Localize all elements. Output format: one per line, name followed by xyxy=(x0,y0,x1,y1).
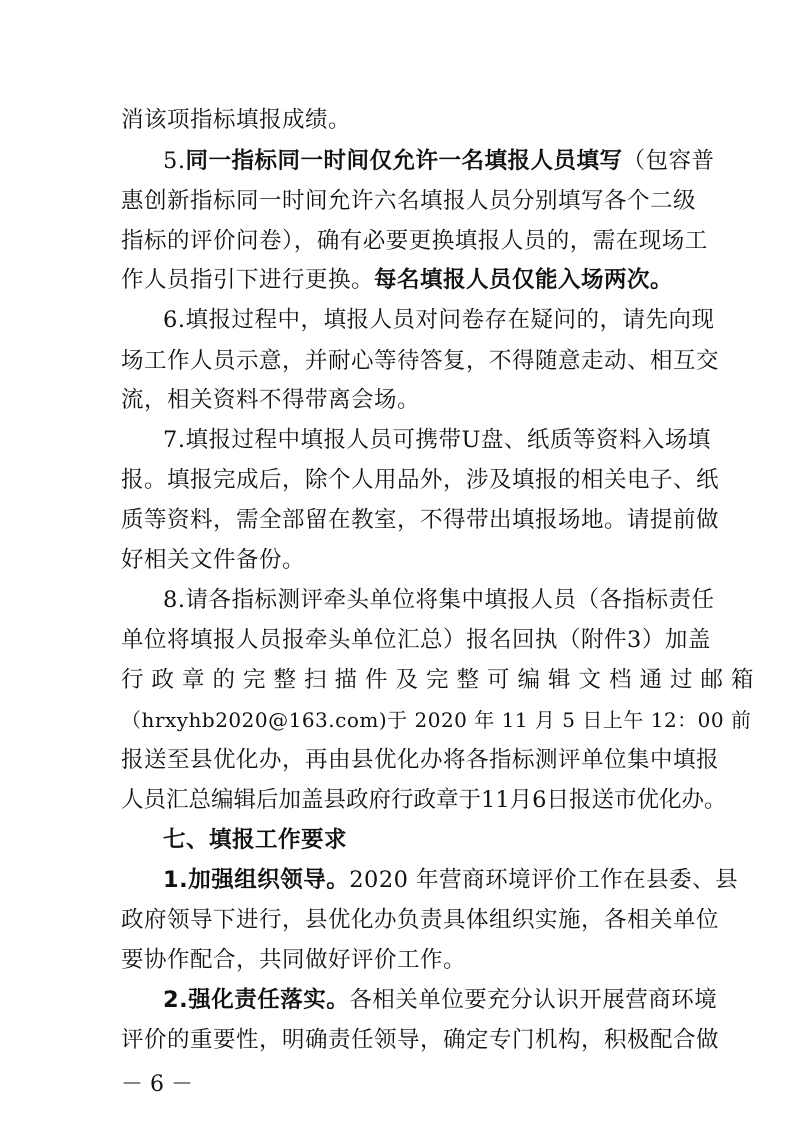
paragraph-line xyxy=(121,465,719,495)
paragraph-line xyxy=(121,346,719,376)
emphasis-text: 每名填报人员仅能入场两次。 xyxy=(374,267,674,293)
paragraph-line xyxy=(163,305,714,335)
text-span: 作人员指引下进行更换。 xyxy=(121,267,375,293)
paragraph-line xyxy=(121,945,466,975)
text-span: 要协作配合，共同做好评价工作。 xyxy=(121,947,467,973)
text-span: 行政章的完整扫描件及完整可编辑文档通过邮箱 xyxy=(121,667,762,693)
text-span: 单位将填报人员报牵头单位汇总）报名回执（附件3）加盖 xyxy=(121,627,711,653)
text-span: 场工作人员示意，并耐心等待答复，不得随意走动、相互交 xyxy=(121,348,720,374)
paragraph-line xyxy=(121,625,711,655)
text-span: 8.请各指标测评牵头单位将集中填报人员（各指标责任 xyxy=(163,587,715,613)
paragraph-line xyxy=(163,425,711,455)
text-span: 惠创新指标同一时间允许六名填报人员分别填写各个二级 xyxy=(121,188,697,214)
paragraph-line xyxy=(121,705,751,735)
text-span: 6.填报过程中，填报人员对问卷存在疑问的，请先向现 xyxy=(163,307,715,333)
emphasis-text: 2.强化责任落实。 xyxy=(163,987,350,1013)
text-span: 各相关单位要充分认识开展营商环境 xyxy=(349,987,718,1013)
emphasis-text: 1.加强组织领导。 xyxy=(163,867,350,893)
paragraph-line xyxy=(163,865,738,895)
text-span: （包容普 xyxy=(622,148,715,174)
paragraph-line xyxy=(121,226,708,256)
paragraph-line xyxy=(163,585,714,615)
paragraph-line xyxy=(121,785,726,815)
text-span: 质等资料，需全部留在教室，不得带出填报场地。请提前做 xyxy=(121,507,720,533)
page-number: － 6 － xyxy=(121,1072,193,1097)
paragraph-line xyxy=(121,1025,719,1055)
paragraph-line xyxy=(163,146,715,176)
paragraph-line xyxy=(121,665,762,695)
heading-text: 七、填报工作要求 xyxy=(163,827,348,853)
text-span: 2020 年营商环境评价工作在县委、县 xyxy=(349,867,739,893)
text-span: 消该项指标填报成绩。 xyxy=(121,107,352,133)
section-heading xyxy=(163,825,347,855)
paragraph-line xyxy=(121,105,351,135)
item-number: 5. xyxy=(163,148,186,174)
paragraph-line xyxy=(121,186,696,216)
text-span: 流，相关资料不得带离会场。 xyxy=(121,387,421,413)
paragraph-line xyxy=(121,505,719,535)
text-span: 人员汇总编辑后加盖县政府行政章于11月6日报送市优化办。 xyxy=(121,787,727,813)
text-span: 7.填报过程中填报人员可携带U盘、纸质等资料入场填 xyxy=(163,427,711,453)
text-span: 报。填报完成后，除个人用品外，涉及填报的相关电子、纸 xyxy=(121,467,720,493)
text-span: （hrxyhb2020@163.com)于 2020 年 11 月 5 日上午 12：00 前 xyxy=(121,708,752,732)
text-span: 评价的重要性，明确责任领导，确定专门机构，积极配合做 xyxy=(121,1027,720,1053)
text-span: 好相关文件备份。 xyxy=(121,547,306,573)
paragraph-line xyxy=(121,905,719,935)
emphasis-text: 同一指标同一时间仅允许一名填报人员填写 xyxy=(185,148,623,174)
text-span: 政府领导下进行，县优化办负责具体组织实施，各相关单位 xyxy=(121,907,720,933)
paragraph-line xyxy=(121,745,719,775)
paragraph-line xyxy=(121,385,420,415)
text-span: 指标的评价问卷），确有必要更换填报人员的，需在现场工 xyxy=(121,228,708,254)
paragraph-line xyxy=(121,265,673,295)
paragraph-line xyxy=(121,545,305,575)
text-span: 报送至县优化办，再由县优化办将各指标测评单位集中填报 xyxy=(121,747,720,773)
paragraph-line xyxy=(163,985,717,1015)
